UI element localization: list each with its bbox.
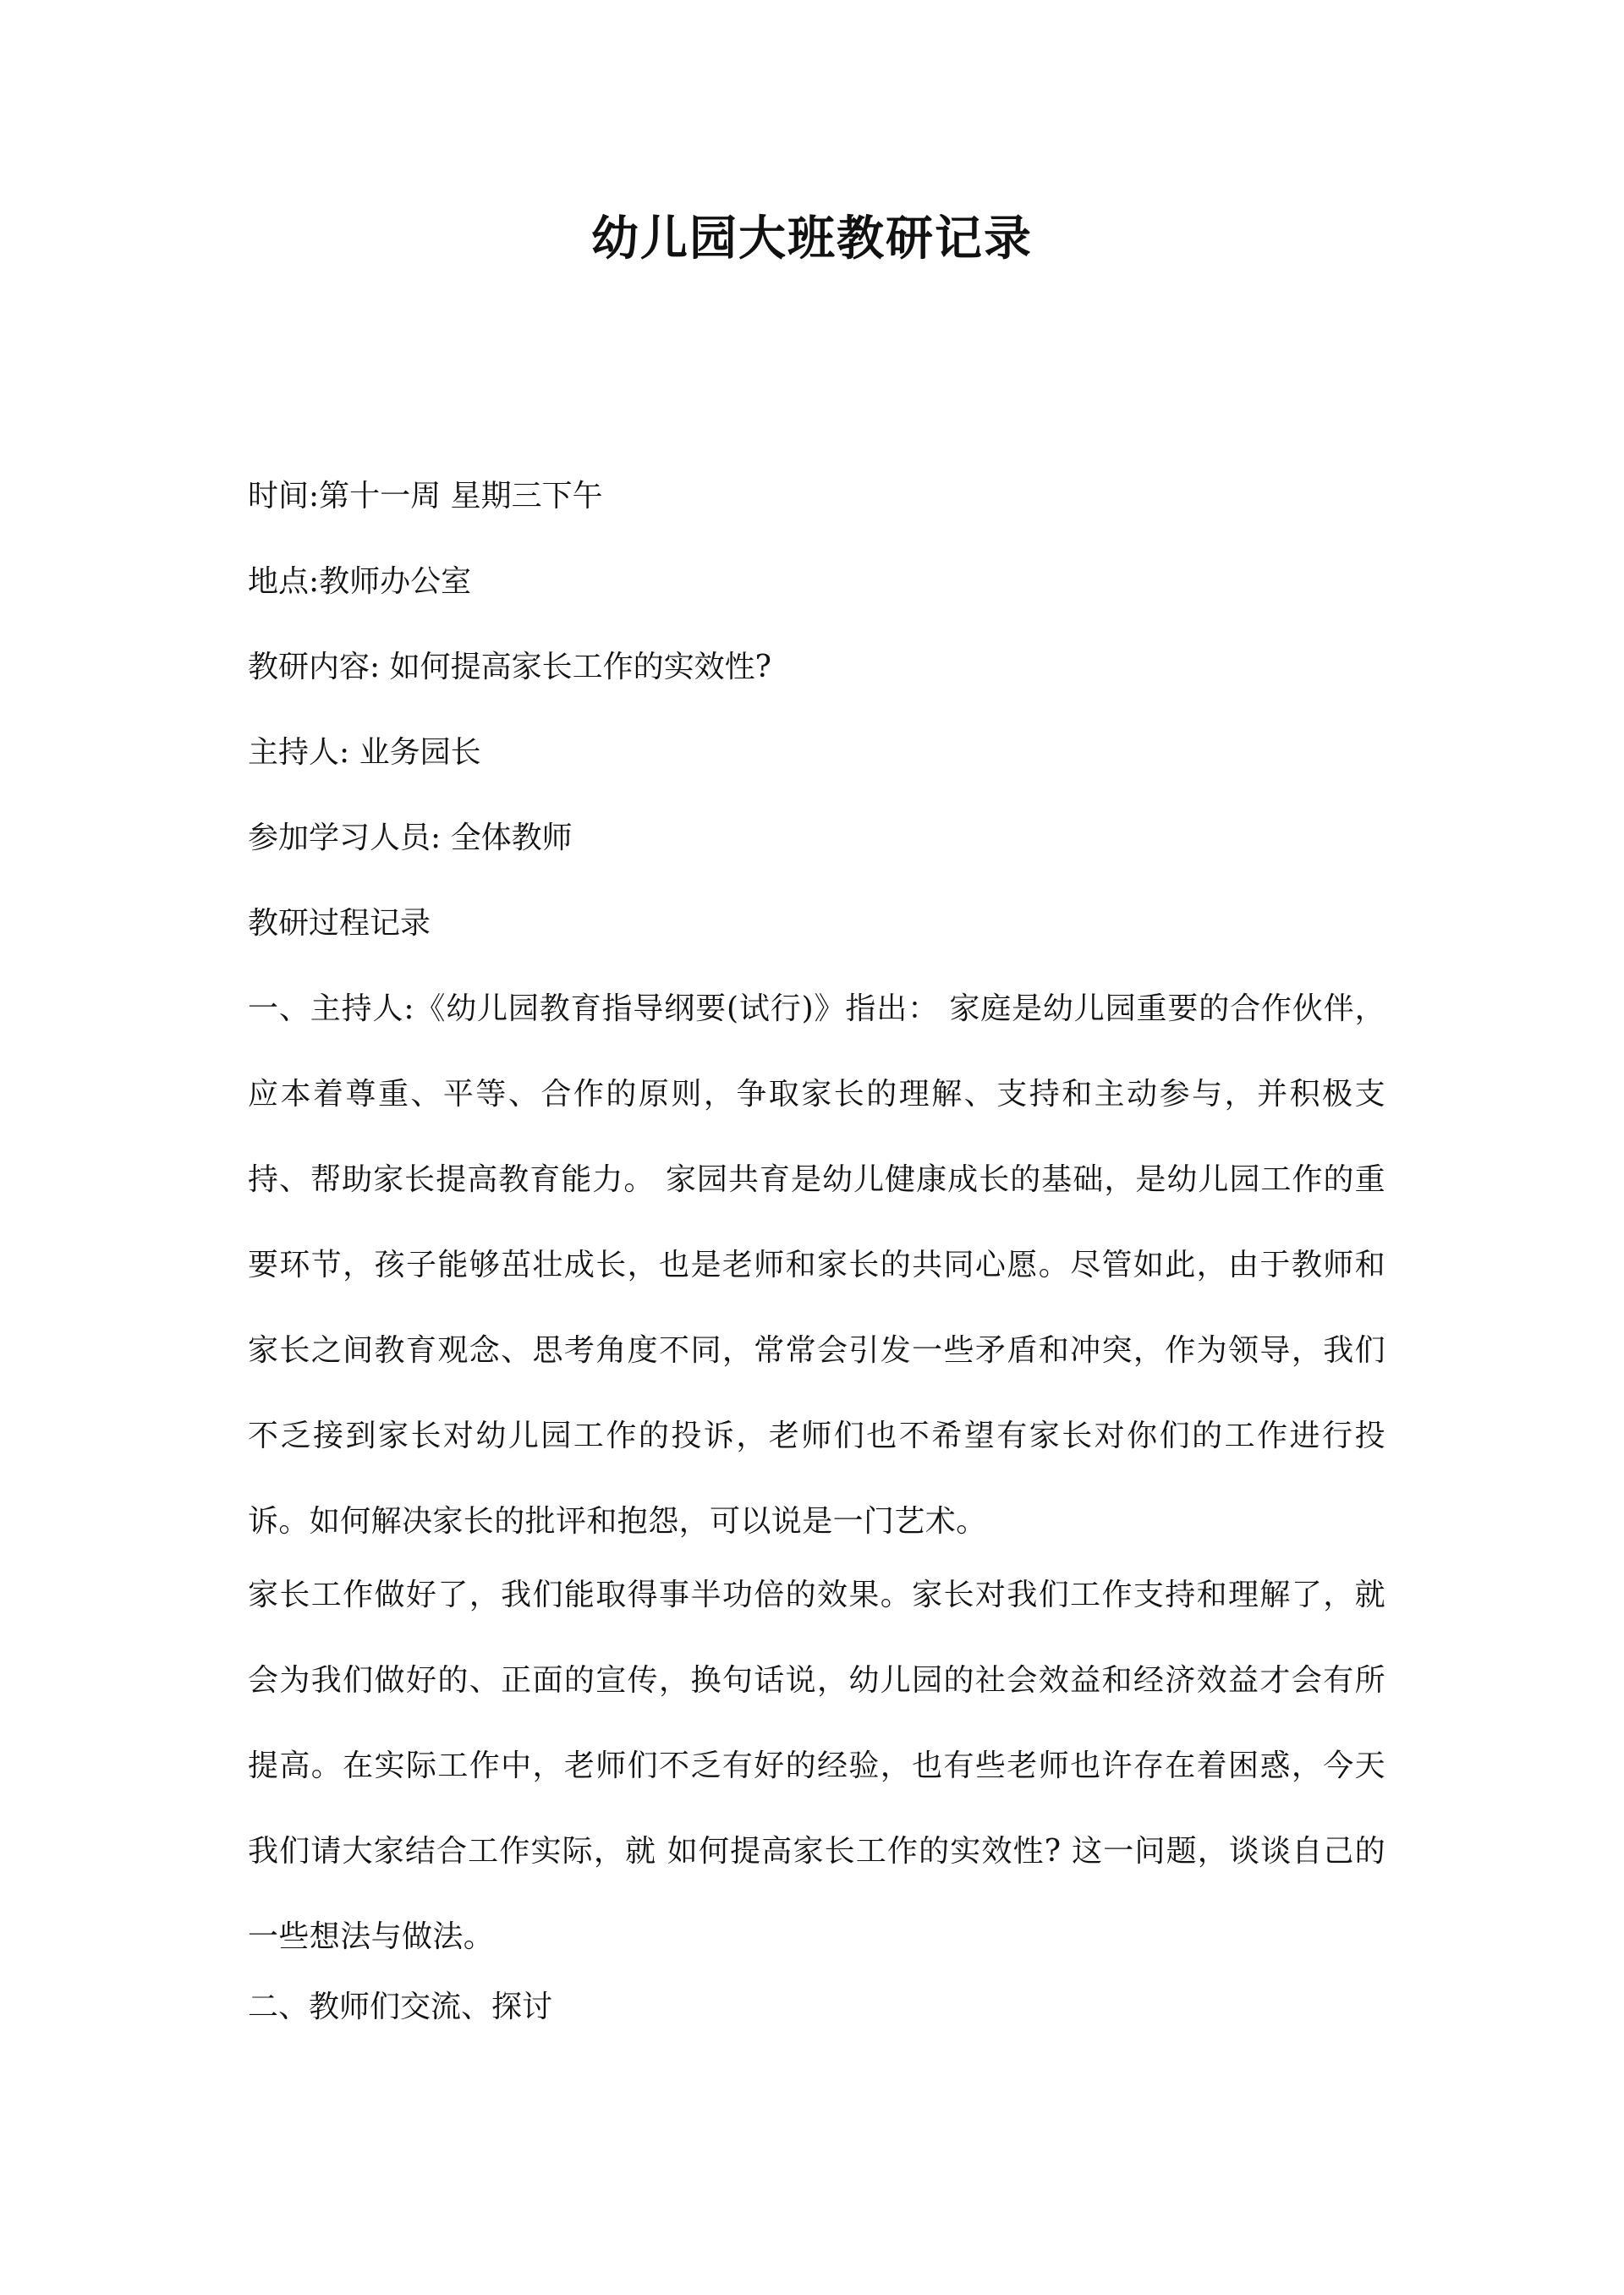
meta-place: 地点:教师办公室 xyxy=(248,564,472,599)
document-body xyxy=(248,467,1385,2063)
paragraph-parent-work: 家长工作做好了，我们能取得事半功倍的效果。家长对我们工作支持和理解了，就会为我们做好的、正面的宣传，换句话说，幼儿园的社会效益和经济效益才会有所提高。在实际工作中，老师们不乏有好的经验，也有些老师也许存在着困惑，今天我们请大家结合工作实际，就 如何提高家长工作的实效性? 这一问题，谈谈自己的一些想法与做法。 xyxy=(248,1578,1385,1954)
meta-time: 时间:第十一周 星期三下午 xyxy=(248,479,603,513)
record-heading: 教研过程记录 xyxy=(248,906,431,941)
document-title: 幼儿园大班教研记录 xyxy=(591,211,1033,266)
paragraph-host-intro: 一、主持人:《幼儿园教育指导纲要(试行)》指出： 家庭是幼儿园重要的合作伙伴，应本着尊重、平等、合作的原则，争取家长的理解、支持和主动参与，并积极支持、帮助家长提高教育能力。 家园共育是幼儿健康成长的基础，是幼儿园工作的重要环节，孩子能够茁壮成长，也是老师和家长的共同心愿。尽管如此，由于教师和家长之间教育观念、思考角度不同，常常会引发一些矛盾和冲突，作为领导，我们不乏接到家长对幼儿园工作的投诉，老师们也不希望有家长对你们的工作进行投诉。如何解决家长的批评和抱怨，可以说是一门艺术。 xyxy=(248,991,1385,1539)
meta-participants: 参加学习人员: 全体教师 xyxy=(248,821,573,855)
meta-host: 主持人: 业务园长 xyxy=(248,735,481,770)
section-two-heading: 二、教师们交流、探讨 xyxy=(248,1990,553,2024)
meta-content: 教研内容: 如何提高家长工作的实效性? xyxy=(248,650,771,684)
